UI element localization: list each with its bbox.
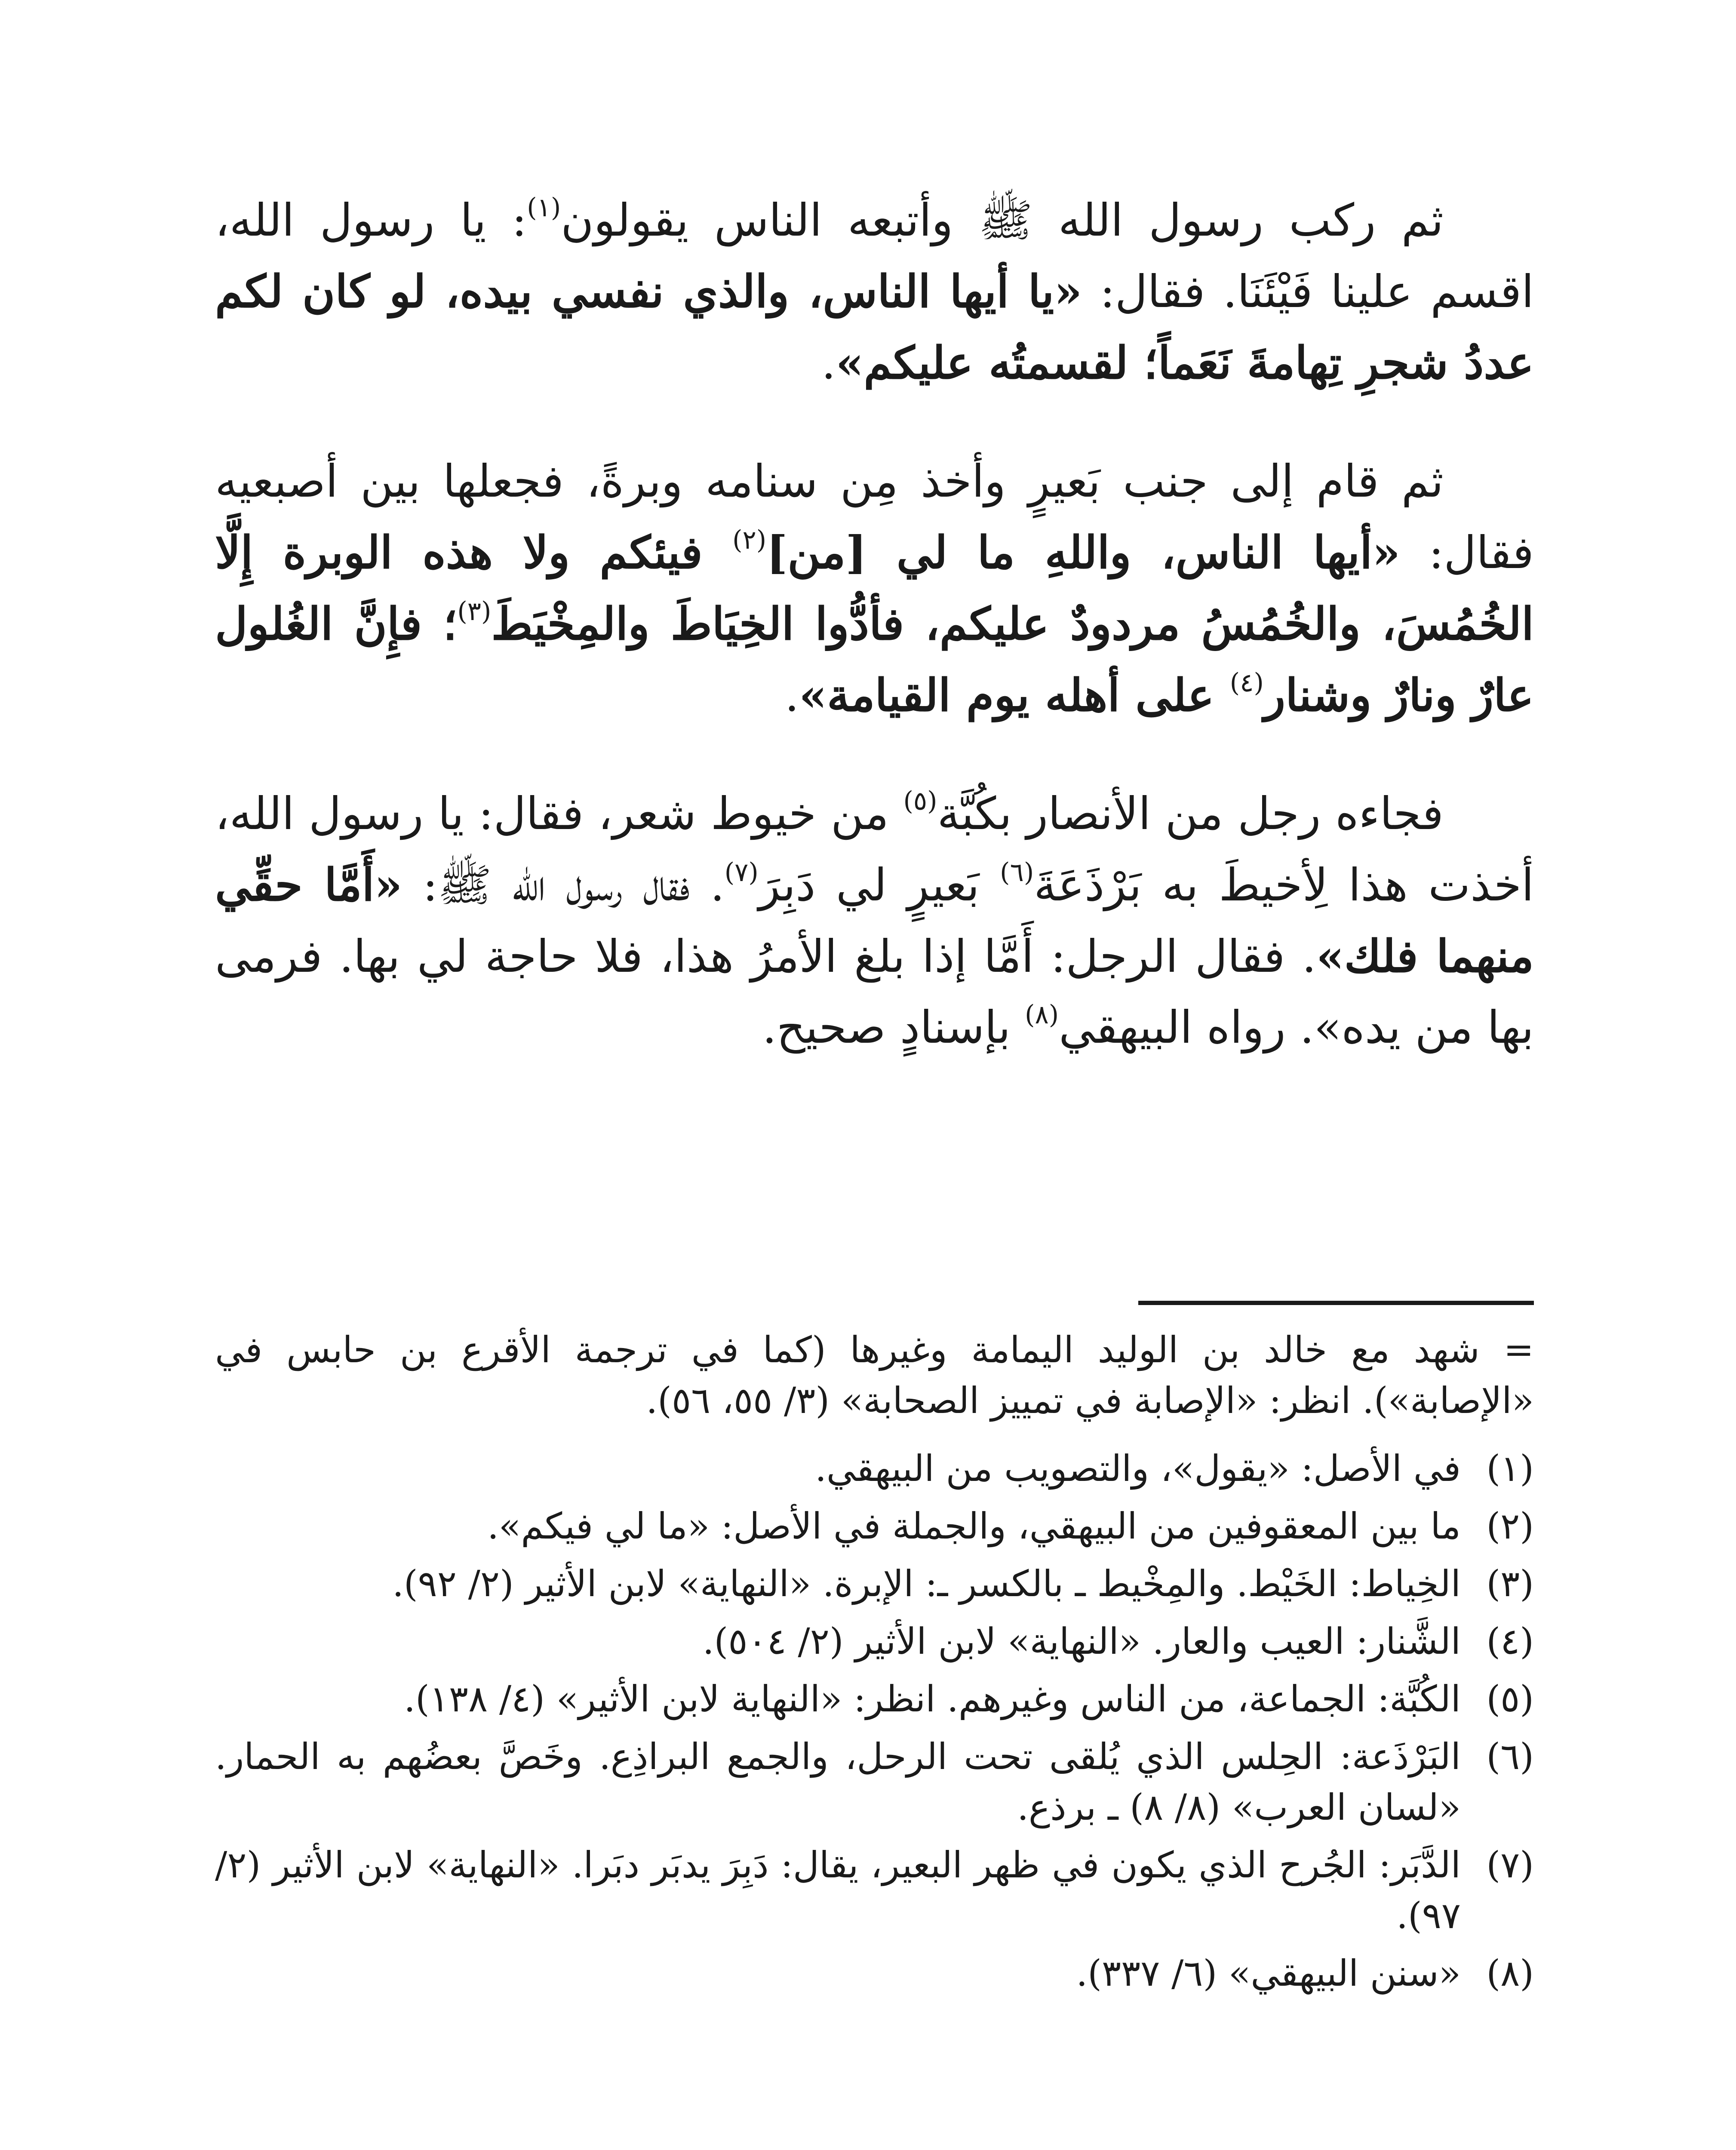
footnote-8 (215, 1948, 1534, 1999)
footnote-text: البَرْذَعة: الحِلس الذي يُلقى تحت الرحل، والجمع البراذِع. وخَصَّ بعضُهم به الحمار. «لسان العرب» (٨/ ٨) ـ برذع. (215, 1735, 1461, 1828)
footnote-5 (215, 1674, 1534, 1724)
hadith-quote: «يا أيها الناس، والذي نفسي بيده، لو كان لكم عددُ شجرِ تِهامةَ نَعَماً؛ لقسمتُه عليكم» (215, 265, 1534, 389)
text-run: ثم ركب رسول الله ﷺ وأتبعه الناس يقولون (561, 194, 1444, 246)
footnote-ref[interactable]: (٥) (903, 786, 937, 816)
hadith-quote: «أيها الناس، واللهِ ما لي [من] (766, 526, 1401, 579)
footnote-text: الخِياط: الخَيْط. والمِخْيط ـ بالكسر ـ: الإبرة. «النهاية» لابن الأثير (٢/ ٩٢). (392, 1563, 1461, 1605)
footnote-ref[interactable]: (٣) (457, 596, 492, 627)
footnote-text: ما بين المعقوفين من البيهقي، والجملة في الأصل: «ما لي فيكم». (487, 1505, 1461, 1547)
paragraph-3 (215, 778, 1534, 1063)
footnote-separator (1138, 1301, 1534, 1305)
footnote-number: (٢) (1486, 1505, 1534, 1547)
footnote-ref[interactable]: (١) (527, 193, 561, 223)
footnotes-section (215, 1324, 1534, 2006)
footnote-number: (٥) (1486, 1678, 1534, 1720)
text-run: . فقال الرجل: أَمَّا إذا بلغ الأمرُ هذا، فلا حاجة لي بها. فرمى بها من يده». رواه البيهقي (215, 930, 1534, 1054)
footnote-text: الكُبَّة: الجماعة، من الناس وغيرهم. انظر: «النهاية لابن الأثير» (٤/ ١٣٨). (404, 1678, 1461, 1720)
footnote-3 (215, 1558, 1534, 1609)
footnote-number: (٣) (1486, 1563, 1534, 1605)
footnote-number: (٦) (1486, 1735, 1534, 1778)
text-run: . (785, 669, 799, 722)
text-run: بَعيرٍ لي دَبِرَ (758, 859, 1000, 911)
footnote-number: (١) (1486, 1447, 1534, 1490)
footnote-number: (٨) (1486, 1952, 1534, 1994)
text-run: من خيوط شعر، فقال: يا رسول الله، أخذت هذا لِأخيطَ به بَرْذَعَةَ (215, 787, 1534, 911)
footnote-continuation: = شهد مع خالد بن الوليد اليمامة وغيرها (كما في ترجمة الأقرع بن حابس في «الإصابة»). انظر: «الإصابة في تمييز الصحابة» (٣/ ٥٥، ٥٦). (215, 1329, 1534, 1422)
footnote-ref[interactable]: (٨) (1025, 1000, 1059, 1030)
footnote-number: (٤) (1486, 1620, 1534, 1662)
footnote-7 (215, 1840, 1534, 1941)
footnote-text: الشَّنار: العيب والعار. «النهاية» لابن الأثير (٢/ ٥٠٤). (702, 1620, 1461, 1662)
hadith-quote: ؛ فإِنَّ الغُلول عارٌ ونارٌ وشنار (215, 597, 1534, 722)
text-run: . فقال رسول الله ﷺ: (402, 859, 725, 911)
footnote-ref[interactable]: (٧) (724, 857, 759, 888)
footnote-number: (٧) (1486, 1844, 1534, 1886)
footnote-ref[interactable]: (٤) (1229, 668, 1264, 698)
text-run: بإسنادٍ صحيح. (762, 1001, 1025, 1054)
footnote-ref[interactable]: (٦) (1000, 857, 1034, 888)
hadith-quote: فيئكم ولا هذه الوبرة إِلَّا الخُمُسَ، والخُمُسُ مردودٌ عليكم، فأدُّوا الخِيَاطَ والمِخْيَطَ (215, 526, 1534, 650)
footnote-1 (215, 1443, 1534, 1494)
hadith-quote: على أهله يوم القيامة» (799, 669, 1230, 722)
footnote-text: في الأصل: «يقول»، والتصويب من البيهقي. (815, 1447, 1461, 1490)
footnote-ref[interactable]: (٢) (732, 525, 767, 555)
footnote-4 (215, 1616, 1534, 1667)
text-run: : يا رسول الله، اقسم علينا فَيْئَنَا. فقال: (215, 194, 1534, 318)
main-text (215, 185, 1534, 1110)
hadith-quote: «أَمَّا حقِّي منهما فلك» (215, 858, 1534, 983)
footnote-2 (215, 1501, 1534, 1551)
paragraph-2 (215, 446, 1534, 731)
footnote-text: «سنن البيهقي» (٦/ ٣٣٧). (1076, 1952, 1461, 1994)
text-run: . (821, 337, 836, 389)
footnote-text: الدَّبَر: الجُرح الذي يكون في ظهر البعير، يقال: دَبِرَ يدبَر دبَرا. «النهاية» لابن الأثير (٢/ ٩٧). (215, 1844, 1461, 1937)
paragraph-1 (215, 185, 1534, 399)
text-run: فجاءه رجل من الأنصار بكُبَّة (937, 787, 1444, 840)
text-run: ثم قام إلى جنب بَعيرٍ وأخذ مِن سنامه وبرةً، فجعلها بين أصبعيه فقال: (215, 455, 1534, 579)
footnote-6 (215, 1731, 1534, 1833)
